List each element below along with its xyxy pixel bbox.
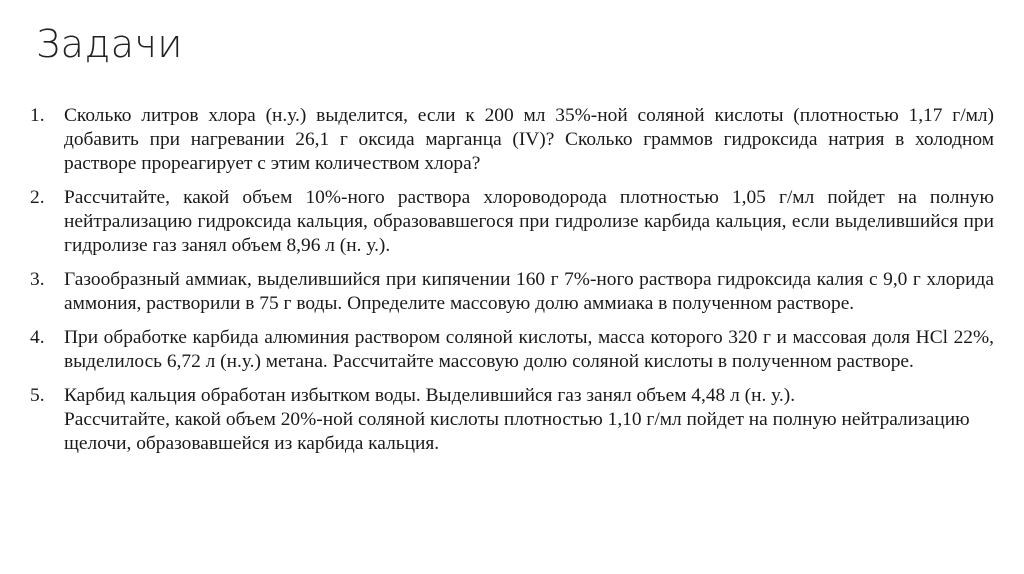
task-paragraph: При обработке карбида алюминия раствором соляной кислоты, масса которого 320 г и массовая доля HCl 22%, выделилось 6,72 л (н.у.) метана. Рассчитайте массовую долю соляной кислоты в полученном растворе. [64, 327, 994, 372]
task-item-4 [30, 326, 994, 374]
slide-title: Задачи [36, 22, 183, 66]
task-number: 1. [30, 105, 45, 126]
task-number: 2. [30, 187, 45, 208]
task-list [30, 104, 994, 466]
task-text [64, 268, 994, 316]
task-text [64, 186, 994, 258]
task-number: 4. [30, 327, 45, 348]
task-item-5 [30, 384, 994, 456]
task-paragraph: Карбид кальция обработан избытком воды. Выделившийся газ занял объем 4,48 л (н. у.). [64, 385, 796, 406]
task-number: 3. [30, 269, 45, 290]
task-paragraph: Сколько литров хлора (н.у.) выделится, если к 200 мл 35%-ной соляной кислоты (плотностью 1,17 г/мл) добавить при нагревании 26,1 г оксида марганца (IV)? Сколько граммов гидроксида натрия в холодном растворе прореагирует с этим количеством хлора? [64, 105, 994, 174]
task-text [64, 104, 994, 176]
task-item-3 [30, 268, 994, 316]
task-paragraph: Газообразный аммиак, выделившийся при кипячении 160 г 7%-ного раствора гидроксида калия с 9,0 г хлорида аммония, растворили в 75 г воды. Определите массовую долю аммиака в полученном растворе. [64, 269, 994, 314]
task-item-1 [30, 104, 994, 176]
task-item-2 [30, 186, 994, 258]
task-text [64, 384, 994, 456]
task-paragraph: Рассчитайте, какой объем 20%-ной соляной кислоты плотностью 1,10 г/мл пойдет на полную нейтрализацию щелочи, образовавшейся из карбида кальция. [64, 409, 970, 454]
task-number: 5. [30, 385, 45, 406]
task-text [64, 326, 994, 374]
task-paragraph: Рассчитайте, какой объем 10%-ного раствора хлороводорода плотностью 1,05 г/мл пойдет на полную нейтрализацию гидроксида кальция, образовавшегося при гидролизе карбида кальция, если выделившийся при гидролизе газ занял объем 8,96 л (н. у.). [64, 187, 994, 256]
